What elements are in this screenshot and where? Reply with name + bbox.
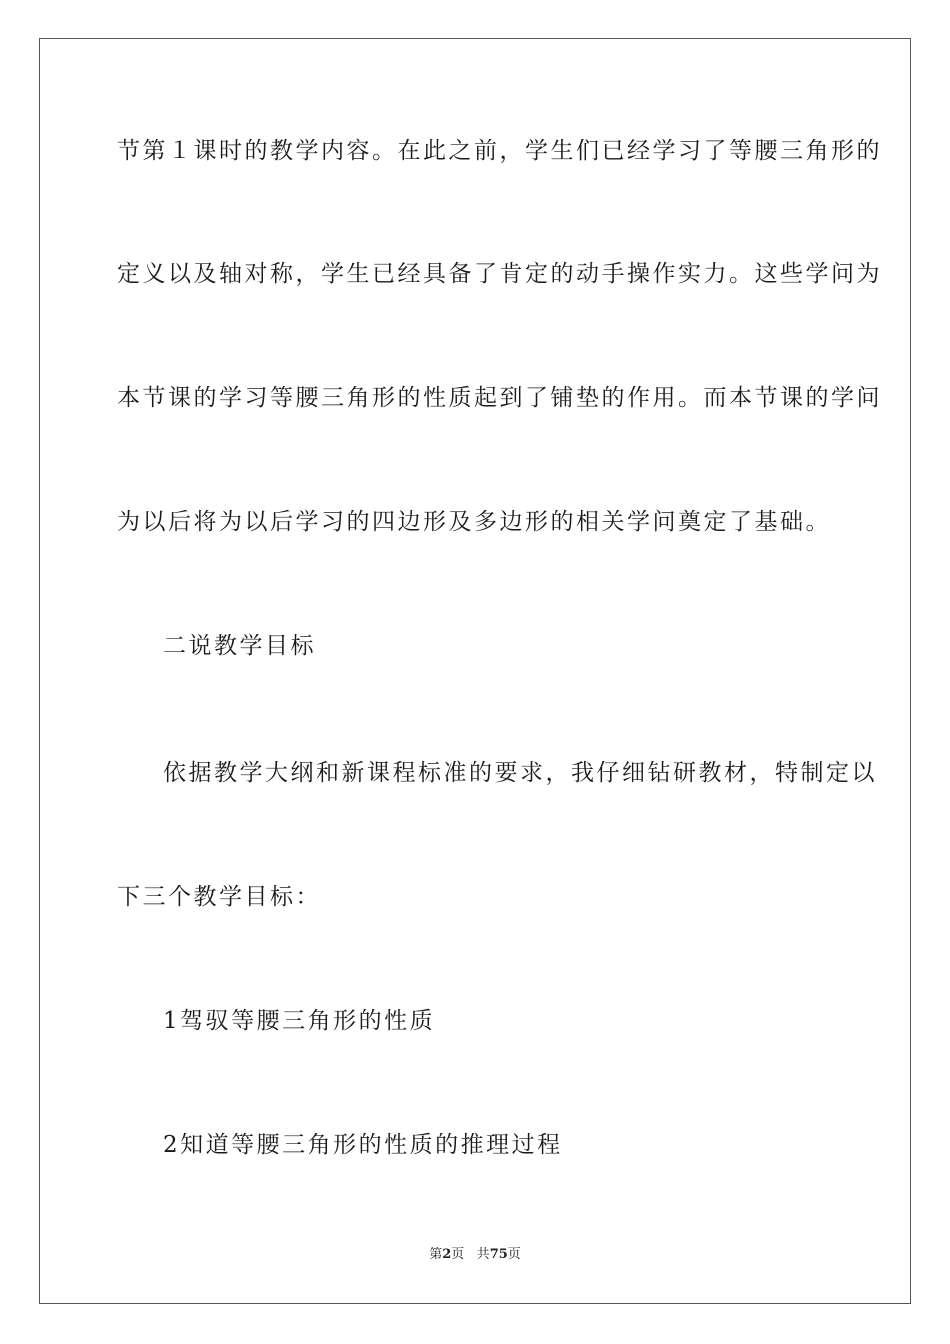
- body-text-line: 定义以及轴对称，学生已经具备了肯定的动手操作实力。这些学问为: [117, 261, 882, 287]
- page-footer: [0, 1246, 950, 1264]
- body-text-line: 本节课的学习等腰三角形的性质起到了铺垫的作用。而本节课的学问: [117, 385, 882, 411]
- body-text-line: 节第１课时的教学内容。在此之前，学生们已经学习了等腰三角形的: [117, 138, 882, 164]
- page-suffix: 页: [451, 1247, 465, 1262]
- page-number: 2: [442, 1247, 452, 1262]
- section-heading: 二说教学目标: [163, 633, 316, 659]
- objective-item: 1驾驭等腰三角形的性质: [163, 1008, 436, 1034]
- total-pages: 75: [489, 1247, 508, 1262]
- body-text-line: 依据教学大纲和新课程标准的要求，我仔细钻研教材，特制定以: [163, 760, 877, 786]
- page-prefix: 第: [429, 1247, 443, 1262]
- page-border: [39, 38, 911, 1304]
- body-text-line: 下三个教学目标：: [117, 884, 321, 910]
- body-text-line: 为以后将为以后学习的四边形及多边形的相关学问奠定了基础。: [117, 509, 831, 535]
- total-suffix: 页: [507, 1247, 521, 1262]
- total-prefix: 共: [476, 1247, 490, 1262]
- objective-item: 2知道等腰三角形的性质的推理过程: [163, 1132, 563, 1158]
